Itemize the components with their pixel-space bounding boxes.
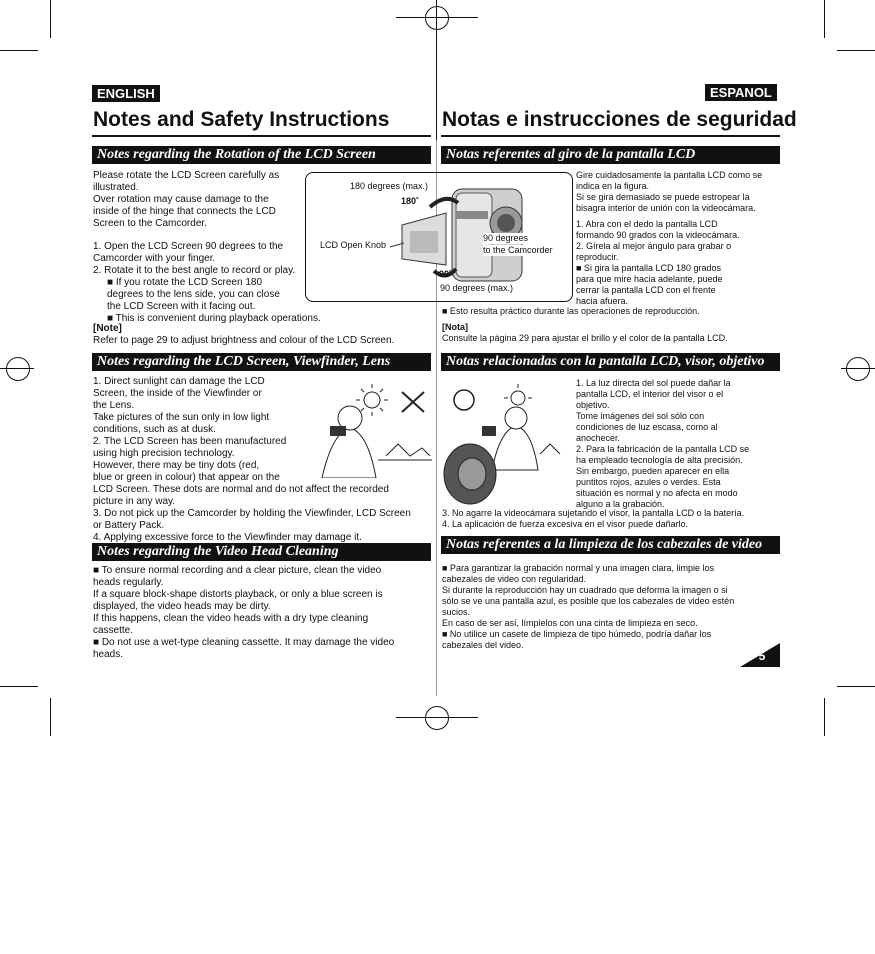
note-text-es: Consulte la página 29 para ajustar el brillo y el color de la pantalla LCD. (442, 333, 728, 343)
text-line: pantalla LCD, el interior del visor o el (576, 389, 724, 399)
text-line: Si se gira demasiado se puede estropear la (576, 192, 750, 202)
text-line: 3. Do not pick up the Camcorder by holding the Viewfinder, LCD Screen (93, 508, 411, 519)
rotation-steps-en (93, 241, 338, 325)
text-line: illustrated. (93, 182, 139, 193)
registration-target (425, 6, 449, 30)
text-line: 2. Gírela al mejor ángulo para grabar o (576, 241, 732, 251)
text-line: inside of the hinge that connects the LCD (93, 206, 276, 217)
registration-target (846, 357, 870, 381)
text-line: Screen to the Camcorder. (93, 218, 207, 229)
crop-mark (0, 686, 38, 687)
text-line: ■ Si gira la pantalla LCD 180 grados (576, 263, 722, 273)
text-line: displayed, the video heads may be dirty. (93, 601, 271, 612)
text-line: ■ No utilice un casete de limpieza de tipo húmedo, podría dañar los (442, 629, 712, 639)
text-line: cerrar la pantalla LCD con el frente (576, 285, 716, 295)
language-tag-english: ENGLISH (92, 85, 160, 102)
crop-mark (50, 0, 51, 38)
text-line: degrees to the lens side, you can close (107, 289, 280, 300)
section-heading-lcd-es: Notas relacionadas con la pantalla LCD, visor, objetivo (441, 353, 780, 371)
crop-mark (824, 0, 825, 38)
language-tag-espanol: ESPANOL (705, 84, 777, 101)
fig-label-90-deg: 90˚ (439, 269, 453, 279)
cleaning-notes-es (442, 563, 782, 651)
text-line: 1. Direct sunlight can damage the LCD (93, 376, 265, 387)
text-line: picture in any way. (93, 496, 176, 507)
text-line: indica en la figura. (576, 181, 650, 191)
crop-mark (0, 50, 38, 51)
page-title-english: Notes and Safety Instructions (93, 108, 390, 131)
text-line: conditions, such as at dusk. (93, 424, 216, 435)
section-heading-cleaning-en: Notes regarding the Video Head Cleaning (92, 543, 431, 561)
text-line: situación es normal y no afecta en modo (576, 488, 738, 498)
text-line: using high precision technology. (93, 448, 235, 459)
text-line: 4. Applying excessive force to the Viewfinder may damage it. (93, 532, 362, 543)
title-rule-right (441, 135, 780, 137)
section-heading-rotation-en: Notes regarding the Rotation of the LCD Screen (92, 146, 431, 164)
text-line: heads. (93, 649, 124, 660)
sun-viewfinder-illustration-es (442, 378, 572, 506)
text-line: reproducir. (576, 252, 619, 262)
text-line: Tome imágenes del sol sólo con (576, 411, 705, 421)
text-line: cabezales del video. (442, 640, 524, 650)
text-line: 4. La aplicación de fuerza excesiva en el visor puede dañarlo. (442, 519, 689, 529)
text-line: Screen, the inside of the Viewfinder or (93, 388, 262, 399)
note-label-es: [Nota] (442, 322, 468, 332)
rotation-figure (305, 172, 573, 302)
text-line: 2. The LCD Screen has been manufactured (93, 436, 287, 447)
fig-label-90b: to the Camcorder (483, 245, 553, 255)
rotation-bullet-es: ■ Esto resulta práctico durante las operaciones de reproducción. (442, 306, 700, 316)
lcd-tail-es (442, 508, 782, 530)
text-line: Take pictures of the sun only in low light (93, 412, 270, 423)
text-line: hacia afuera. (576, 296, 629, 306)
text-line: formando 90 grados con la videocámara. (576, 230, 740, 240)
camcorder-illustration (306, 173, 572, 301)
text-line: ■ Do not use a wet-type cleaning cassette. It may damage the video (93, 637, 395, 648)
text-line: cassette. (93, 625, 134, 636)
sun-warning-illustration-en (302, 378, 432, 478)
text-line: ■ Para garantizar la grabación normal y una imagen clara, limpie los (442, 563, 715, 573)
text-line: 1. Open the LCD Screen 90 degrees to the (93, 241, 284, 252)
text-line: En caso de ser así, límpielos con una cinta de limpieza en seco. (442, 618, 698, 628)
text-line: Gire cuidadosamente la pantalla LCD como se (576, 170, 763, 180)
fig-label-knob: LCD Open Knob (320, 240, 387, 250)
text-line: ■ To ensure normal recording and a clear picture, clean the video (93, 565, 382, 576)
crop-mark (837, 50, 875, 51)
text-line: 2. Para la fabricación de la pantalla LCD se (576, 444, 750, 454)
text-line: Camcorder with your finger. (93, 253, 216, 264)
text-line: or Battery Pack. (93, 520, 165, 531)
title-rule-left (92, 135, 431, 137)
text-line: 2. Rotate it to the best angle to record or play. (93, 265, 296, 276)
rotation-intro-en (93, 170, 313, 230)
fig-label-90a: 90 degrees (483, 233, 529, 243)
crop-mark (50, 698, 51, 736)
text-line: puntitos rojos, azules o verdes. Esta (576, 477, 721, 487)
text-line: Over rotation may cause damage to the (93, 194, 269, 205)
registration-target (425, 706, 449, 730)
text-line: bisagra interior de unión con la videocámara. (576, 203, 756, 213)
text-line: para que mire hacia adelante, puede (576, 274, 723, 284)
crop-mark (837, 686, 875, 687)
text-line: 1. La luz directa del sol puede dañar la (576, 378, 731, 388)
page-title-spanish: Notas e instrucciones de seguridad (442, 108, 797, 131)
fig-label-180-max: 180 degrees (max.) (350, 181, 429, 191)
crop-mark (824, 698, 825, 736)
text-line: sucios. (442, 607, 471, 617)
rotation-notes-es (576, 170, 786, 307)
text-line: cabezales de video con regularidad. (442, 574, 587, 584)
text-line: the Lens. (93, 400, 135, 411)
section-heading-rotation-es: Notas referentes al giro de la pantalla LCD (441, 146, 780, 164)
text-line: ■ If you rotate the LCD Screen 180 (107, 277, 263, 288)
text-line: condiciones de luz escasa, como al (576, 422, 718, 432)
text-line: LCD Screen. These dots are normal and do not affect the recorded (93, 484, 389, 495)
text-line: 3. No agarre la videocámara sujetando el visor, la pantalla LCD o la batería. (442, 508, 745, 518)
text-line: alguno a la grabación. (576, 499, 665, 509)
lcd-notes-es (576, 378, 786, 510)
text-line: blue or green in colour) that appear on the (93, 472, 280, 483)
section-heading-cleaning-es: Notas referentes a la limpieza de los cabezales de video (441, 536, 780, 554)
text-line: objetivo. (576, 400, 610, 410)
text-line: Si durante la reproducción hay un cuadrado que deforma la imagen o si (442, 585, 728, 595)
text-line: Sin embargo, pueden aparecer en ella (576, 466, 730, 476)
text-line: ha empleado tecnología de alta precisión. (576, 455, 743, 465)
text-line: If a square block-shape distorts playback, or only a blue screen is (93, 589, 383, 600)
text-line: sólo se ve una pantalla azul, es posible que los cabezales de video estén (442, 596, 735, 606)
text-line: If this happens, clean the video heads with a dry type cleaning (93, 613, 369, 624)
text-line: Please rotate the LCD Screen carefully as (93, 170, 280, 181)
text-line: 1. Abra con el dedo la pantalla LCD (576, 219, 718, 229)
registration-target (6, 357, 30, 381)
fig-label-90-max: 90 degrees (max.) (440, 283, 514, 293)
note-label-en: [Note] (93, 323, 122, 334)
text-line: However, there may be tiny dots (red, (93, 460, 260, 471)
note-text-en: Refer to page 29 to adjust brightness and colour of the LCD Screen. (93, 335, 395, 346)
text-line: anochecer. (576, 433, 621, 443)
section-heading-lcd-en: Notes regarding the LCD Screen, Viewfinder, Lens (92, 353, 431, 371)
text-line: ■ This is convenient during playback operations. (107, 313, 321, 324)
page-number: 5 (758, 649, 766, 663)
text-line: heads regularly. (93, 577, 164, 588)
cleaning-notes-en (93, 565, 433, 661)
text-line: the LCD Screen with it facing out. (107, 301, 256, 312)
column-divider (436, 0, 437, 140)
fig-label-180-deg: 180˚ (401, 196, 420, 206)
